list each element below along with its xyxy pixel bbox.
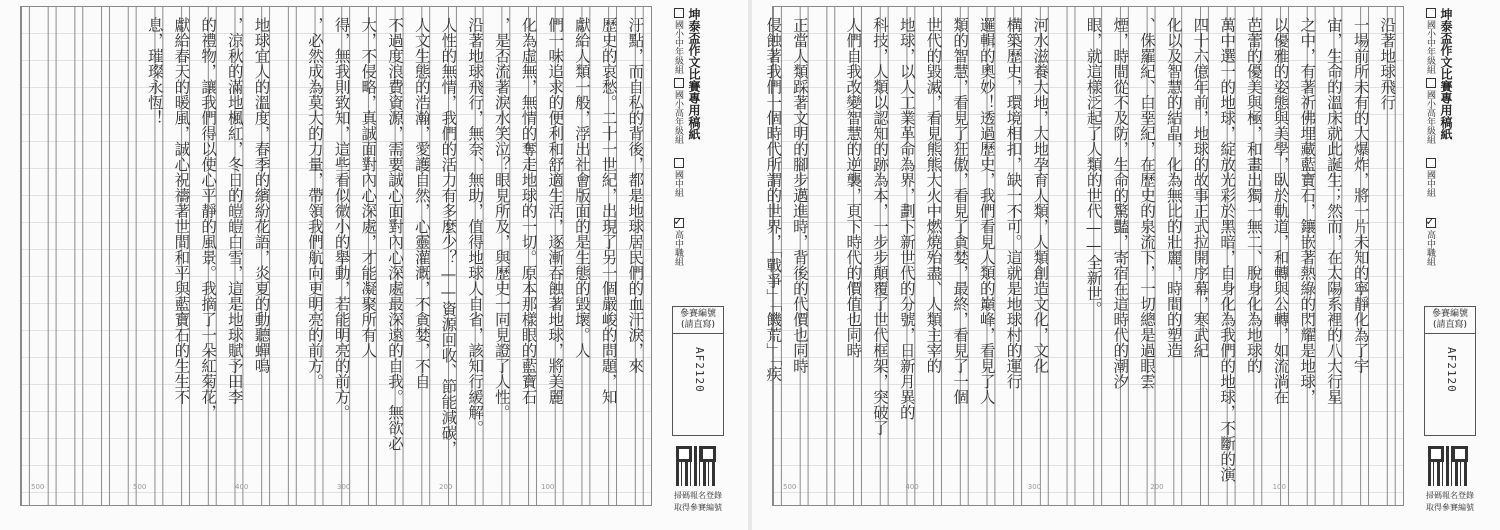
essay-column: 世代的毀滅，看見熊熊大火中燃燒殆盡、人類主宰的 [924,17,943,374]
essay-column: 一場前所未有的大爆炸，將一片未知的寧靜化為了宇 [1351,17,1370,374]
character-count-ticks [773,483,1403,495]
registration-number-box [672,306,724,436]
side-panel-right [1420,8,1480,512]
category-checkbox[interactable] [1426,8,1436,18]
qr-caption: 掃碼報名登錄 [1426,491,1474,500]
essay-column: 構築歷史，環境相扣，缺一不可。這就是地球村的運行 [1004,17,1023,389]
category-label: 國中組 [1425,170,1435,197]
category-checkbox[interactable] [674,218,684,228]
essay-column: 萬中選一的地球，綻放光彩於黑暗，自身化為我們的地球，不斷的演 [1218,17,1237,482]
category-option[interactable] [672,8,685,74]
form-title: 坤泰盃作文比賽專用稿紙 [687,8,701,140]
essay-column: 獻給春天的暖風，誠心祝禱著世間和平與藍寶石的生生不 [172,17,191,405]
essay-column: 地球，以人工業革命為界，劃下新世代的分號，日新月異的 [897,17,916,420]
essay-column: 芭蕾的優美與極，和畫出獨一無二、脫身化為地球的 [1244,17,1263,374]
essay-column: 眼，就這樣泛起了人類的世代——全新世。 [1084,17,1103,317]
registration-number-box [1424,306,1476,436]
category-label: 國小高年級組 [1425,90,1435,144]
character-count-tick: 400 [905,483,919,491]
qr-caption: 掃碼報名登錄 [674,491,722,500]
essay-column: ，是否流著淚水笑泣？眼見所及，與歷史一同見證了人性。 [492,17,511,420]
qr-caption: 取得參賽編號 [1426,503,1474,512]
character-count-tick: 200 [439,483,453,491]
essay-column: 化為虛無，無情的奪走地球的一切。原本那樣眼的藍寶石 [519,17,538,405]
essay-column: 類的智慧，看見了狂傲，看見了貪婪，最終，看見了一個 [951,17,970,405]
essay-column: 侵蝕著我們一個時代所謂的世界，「戰爭」「饑荒」「疾 [764,17,783,382]
essay-column: 不過度浪費資源，需要誠心面對內心深處最深遠的自我。無欲必 [386,17,404,451]
category-label: 國小中年級組 [1425,20,1435,74]
essay-column: 沿著地球飛行，無奈、無助，值得地球人自省，該知行緩解。 [466,17,485,436]
character-count-ticks [21,483,651,495]
essay-column: 煙，時間從不及防，生命的驚豔，寄宿在這時代的潮汐 [1111,17,1130,389]
category-option[interactable] [672,78,685,144]
category-option[interactable] [672,218,685,266]
essay-column: 人文生態的浩瀚，愛護自然，心靈灌溉，不貪婪，不自 [412,17,431,389]
character-count-tick: 300 [337,483,351,491]
essay-column: 歷史的哀愁。二十一世紀，出現了另一個嚴峻的問題，知 [599,17,618,405]
category-option[interactable] [1424,218,1437,266]
essay-column: 邏輯的奧妙！透過歷史，我們看見人類的巔峰，看見了人 [977,17,996,405]
essay-column: 的禮物，讓我們得以使心平靜的風景。我摘了一朵紅菊花， [199,17,218,420]
category-checkbox[interactable] [1426,78,1436,88]
essay-column: 得，無我則致知，這些看似微小的舉動，若能明亮的前方。 [332,17,351,420]
category-option[interactable] [1424,158,1437,197]
category-label: 高中職組 [673,230,683,266]
essay-column: 科技，人類以認知的跡為本，一步步顛覆了世代框架，突破了 [871,17,889,436]
category-checkbox[interactable] [1426,158,1436,168]
essay-column: 地球宜人的溫度，春季的繽紛花語，炎夏的動聽蟬鳴 [252,17,271,374]
category-label: 國小中年級組 [673,20,683,74]
registration-number: AF2120 [693,347,706,393]
qr-code[interactable] [1428,446,1468,486]
essay-column: 們一味追求的便利和舒適生活，逐漸吞蝕著地球，將美麗 [546,17,565,405]
essay-column: 宙，生命的溫床就此誕生；然而，在太陽系裡的八大行星 [1324,17,1343,405]
character-count-tick: 400 [235,483,249,491]
category-checkbox[interactable] [674,8,684,18]
qr-code[interactable] [676,446,716,486]
essay-column: 沿著地球飛行 [1378,17,1397,110]
essay-column: 汙點，而自私的背後，都是地球居民們的血汗淚，來 [626,17,645,374]
category-checkbox[interactable] [674,78,684,88]
page-fold [748,0,752,530]
essay-column: 息，璀璨永恆！ [145,17,164,126]
registration-label: 參賽編號 (請直寫) [1425,307,1475,334]
essay-column: 正當人類踩著文明的腳步邁進時，背後的代價也同時 [790,17,809,374]
character-count-tick: 100 [1272,483,1286,491]
category-label: 高中職組 [1425,230,1435,266]
essay-column: 四十六億年前，地球的故事正式拉開序幕，寒武紀 [1191,17,1210,358]
character-count-tick: 500 [783,483,797,491]
essay-column: 河水滋養大地，大地孕育人類，人類創造文化，文化 [1031,17,1050,374]
character-count-tick: 500 [133,483,147,491]
essay-column: ，涼秋的滿地楓紅，冬日的皚皚白雪，這是地球賦予田李 [225,17,244,405]
category-checkbox[interactable] [1426,218,1436,228]
character-count-tick: 100 [541,483,555,491]
category-option[interactable] [1424,8,1437,74]
essay-column: 大，不侵略，真誠面對內心深處，才能凝聚所有人 [359,17,378,358]
registration-label: 參賽編號 (請直寫) [673,307,723,334]
category-option[interactable] [672,158,685,197]
manuscript-grid-left [20,6,652,506]
side-panel-left [668,8,728,512]
character-count-tick: 500 [31,483,45,491]
form-title: 坤泰盃作文比賽專用稿紙 [1439,8,1453,140]
character-count-tick: 200 [1150,483,1164,491]
essay-column: 之中，有著祈佛埋藏藍寶石，鑲嵌著熱綠的閃耀是地球， [1298,17,1317,405]
category-label: 國小高年級組 [673,90,683,144]
essay-column: 、侏羅紀、白堊紀，在歷史的泉流下，一切總是過眼雲 [1138,17,1156,389]
registration-number: AF2120 [1445,347,1458,393]
essay-column: 人性的無情，我們的活力有多麼少？——資源回收、節能減碳， [439,17,458,456]
qr-caption: 取得參賽編號 [674,503,722,512]
essay-column: 以優雅的姿態與美學，臥於軌道，和轉與公轉，如流淌在 [1271,17,1290,405]
essay-column: ，必然成為莫大的力量，帶領我們航向更明亮的前方。 [305,17,324,389]
category-checkbox[interactable] [674,158,684,168]
category-label: 國中組 [673,170,683,197]
character-count-tick: 300 [1027,483,1042,491]
essay-column: 化以及智慧的結晶，化為無比的壯麗，時間的塑造 [1164,17,1183,358]
category-option[interactable] [1424,78,1437,144]
essay-column: 人們自我改變智慧的逆襲，頁下時代的價值也同時 [844,17,863,358]
essay-column: 獻給人類一般，浮出社會版面的是生態的毀壞。人 [572,17,591,358]
manuscript-grid-right [764,6,1404,506]
